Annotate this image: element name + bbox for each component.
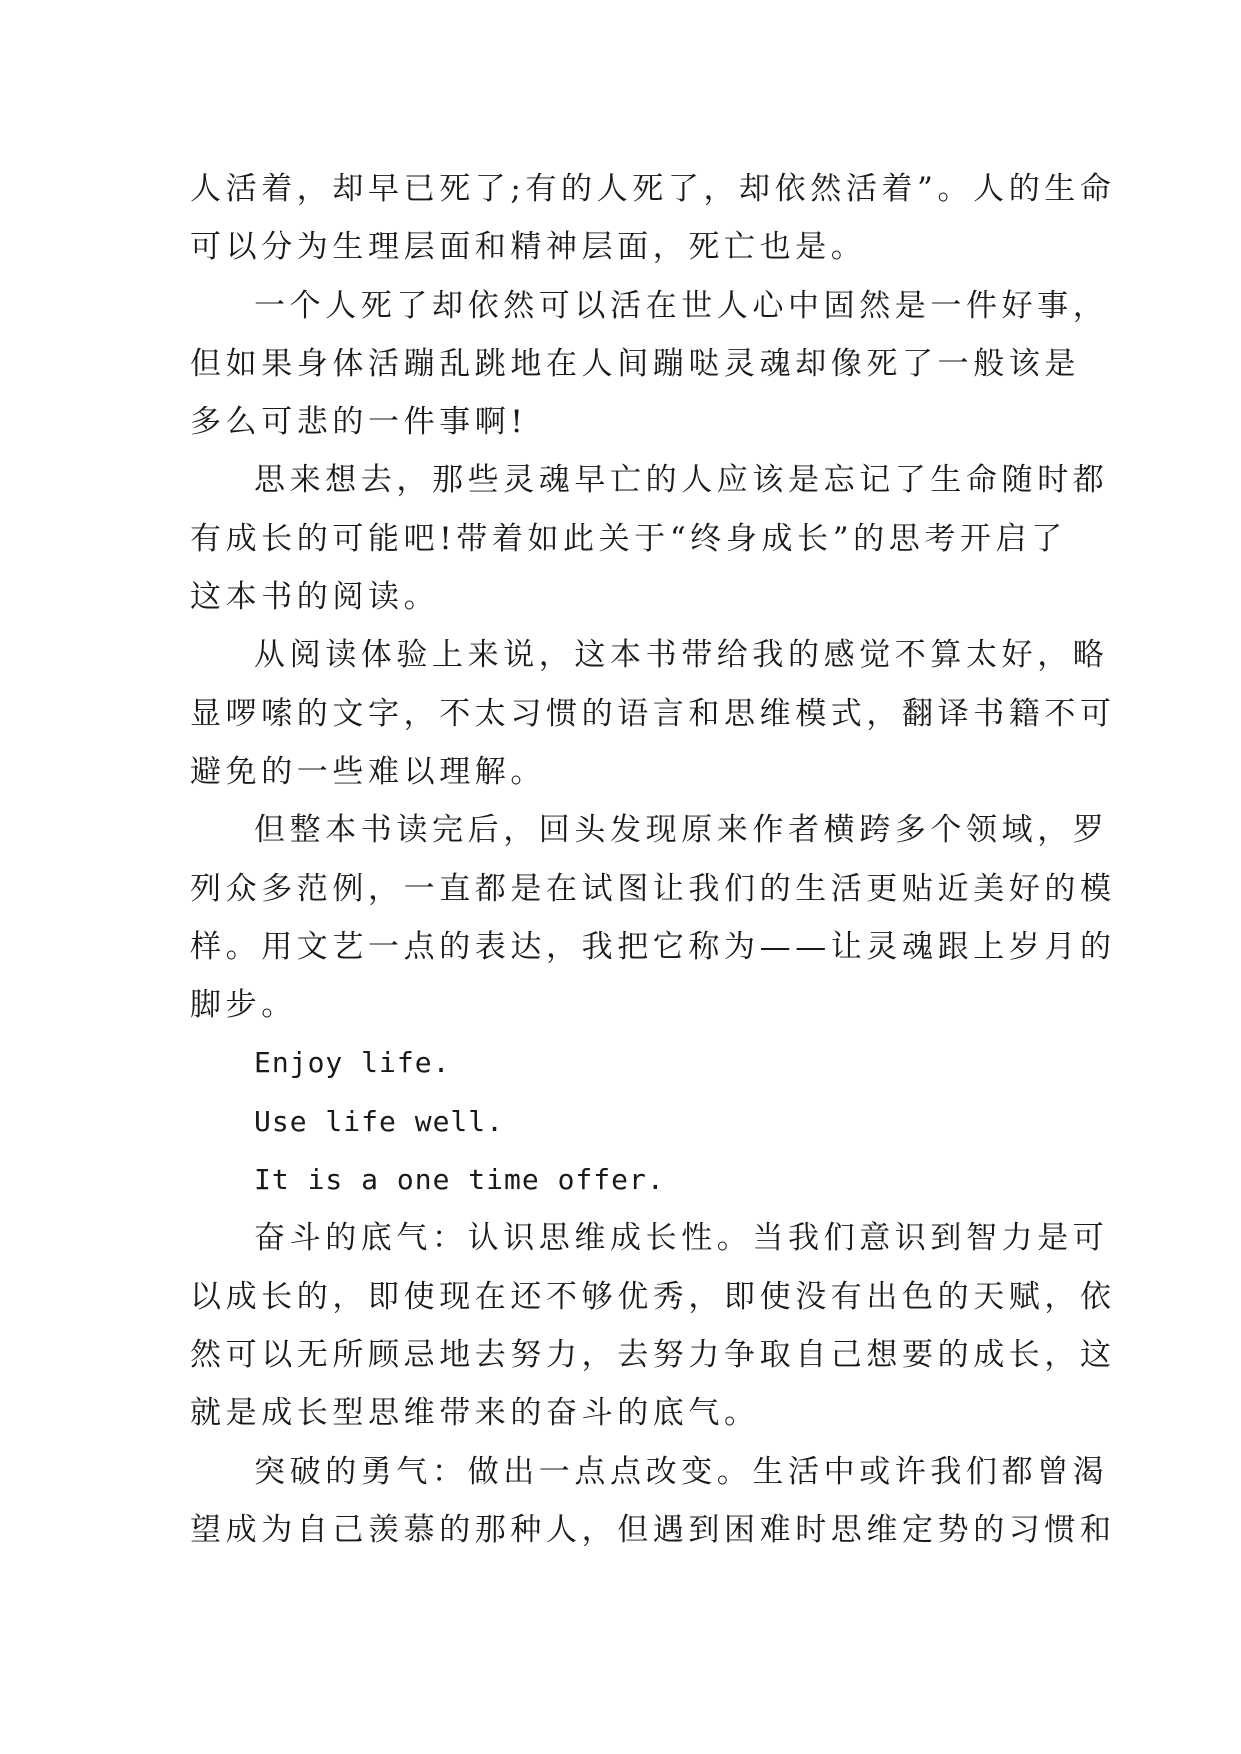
- document-body: [190, 160, 1116, 1559]
- text-line: 可以分为生理层面和精神层面，死亡也是。: [190, 229, 867, 266]
- paragraph-first-line: 一个人死了却依然可以活在世人心中固然是一件好事，: [254, 287, 1109, 324]
- text-line: 显啰嗦的文字，不太习惯的语言和思维模式，翻译书籍不可: [190, 695, 1116, 732]
- text-line: 避免的一些难以理解。: [190, 753, 546, 790]
- paragraph-first-line: 突破的勇气：做出一点点改变。生活中或许我们都曾渴: [254, 1453, 1109, 1490]
- text-line: 望成为自己羡慕的那种人，但遇到困难时思维定势的习惯和: [190, 1511, 1116, 1548]
- text-line: 就是成长型思维带来的奋斗的底气。: [190, 1395, 760, 1432]
- text-line: 脚步。: [190, 987, 297, 1024]
- text-line: 多么可悲的一件事啊!: [190, 404, 528, 441]
- paragraph-first-line: 从阅读体验上来说，这本书带给我的感觉不算太好，略: [254, 637, 1109, 674]
- text-line: 这本书的阅读。: [190, 579, 440, 616]
- text-line: 但如果身体活蹦乱跳地在人间蹦哒灵魂却像死了一般该是: [190, 345, 1080, 382]
- text-line: 以成长的，即使现在还不够优秀，即使没有出色的天赋，依: [190, 1278, 1116, 1315]
- english-line: Use life well.: [254, 1104, 505, 1138]
- english-line: Enjoy life.: [254, 1046, 451, 1080]
- text-line: 人活着，却早已死了;有的人死了，却依然活着”。人的生命: [190, 171, 1116, 207]
- paragraph-first-line: 但整本书读完后，回头发现原来作者横跨多个领域，罗: [254, 812, 1109, 849]
- paragraph-first-line: 奋斗的底气：认识思维成长性。当我们意识到智力是可: [254, 1220, 1109, 1257]
- text-line: 样。用文艺一点的表达，我把它称为——让灵魂跟上岁月的: [190, 928, 1116, 965]
- text-line: 然可以无所顾忌地去努力，去努力争取自己想要的成长，这: [190, 1336, 1116, 1373]
- paragraph-first-line: 思来想去，那些灵魂早亡的人应该是忘记了生命随时都: [254, 462, 1109, 499]
- english-line: It is a one time offer.: [254, 1163, 665, 1197]
- text-line: 有成长的可能吧!带着如此关于“终身成长”的思考开启了: [190, 520, 1067, 557]
- text-line: 列众多范例，一直都是在试图让我们的生活更贴近美好的模: [190, 870, 1116, 907]
